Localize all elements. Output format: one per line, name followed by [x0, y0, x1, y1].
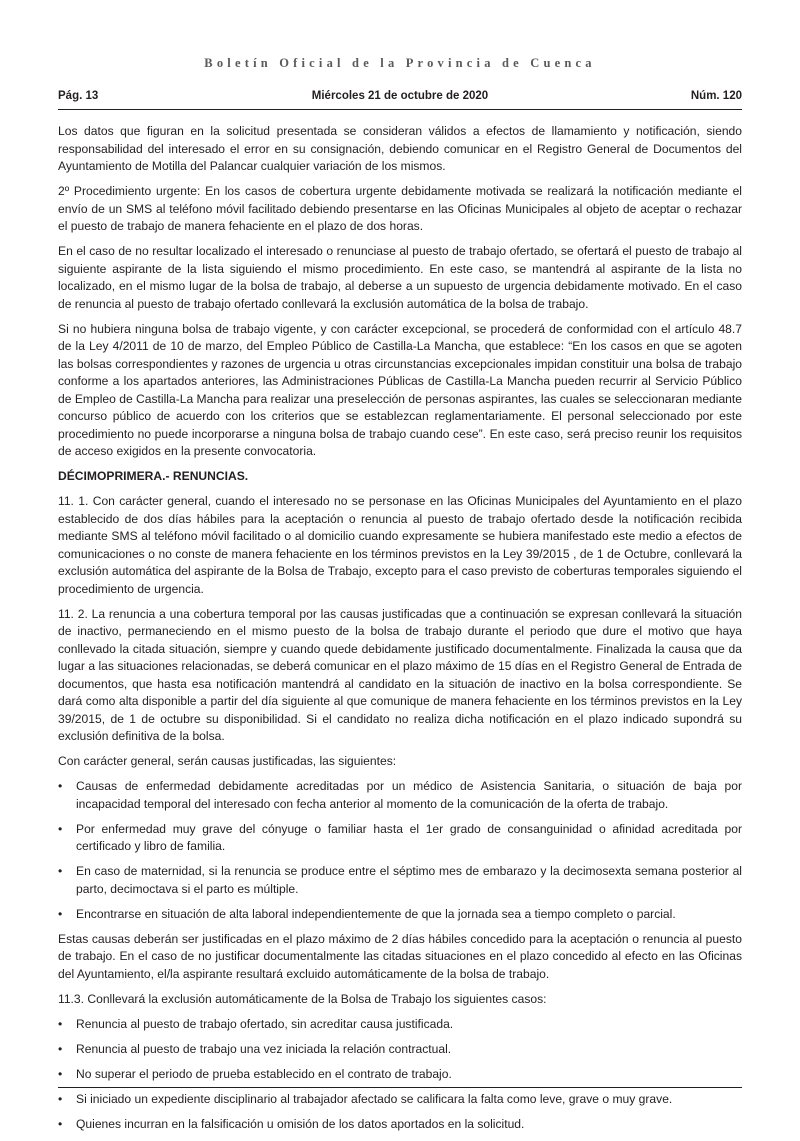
paragraph: 11. 2. La renuncia a una cobertura temporal por las causas justificadas que a continuación se expresan conllevará la situación de inactivo, permaneciendo en el mismo puesto de la bolsa de trabajo durante el periodo que dure el motivo que haya conllevado la citada situación, siempre y cuando quede debidamente justificado documentalmente. Finalizada la causa que da lugar a las situaciones relacionadas, se deberá comunicar en el plazo máximo de 15 días en el Registro General de Entrada de documentos, que hasta esa notificación mantendrá al candidato en la situación de inactivo en la bolsa correspondiente. Se dará como alta disponible a partir del día siguiente al que comunique de manera fehaciente en los términos previstos en la Ley 39/2015, de 1 de octubre su disponibilidad. Si el candidato no realiza dicha notificación en el plazo indicado supondrá su exclusión definitiva de la bolsa.: [58, 606, 742, 743]
page-number: Pág. 13: [58, 90, 99, 102]
issue-number: Núm. 120: [690, 90, 742, 102]
list-item: [58, 1091, 742, 1109]
document-body: [58, 123, 742, 1141]
list-item-text: Quienes incurran en la falsificación u omisión de los datos aportados en la solicitud.: [76, 1116, 525, 1131]
bullet-icon: •: [58, 1066, 63, 1081]
bullet-icon: •: [58, 779, 63, 793]
list-item-text: Causas de enfermedad debidamente acreditadas por un médico de Asistencia Sanitaria, o situación de baja por incapacidad temporal del interesado con fecha anterior al momento de la comunicación de la oferta de trabajo.: [76, 779, 742, 811]
list-item: [58, 863, 742, 898]
list-item-text: Renuncia al puesto de trabajo una vez iniciada la relación contractual.: [76, 1041, 452, 1056]
paragraph: 11.3. Conllevará la exclusión automáticamente de la Bolsa de Trabajo los siguientes casos:: [58, 991, 547, 1006]
bullet-icon: •: [58, 1091, 63, 1106]
paragraph: Con carácter general, serán causas justificadas, las siguientes:: [58, 754, 397, 768]
bullet-icon: •: [58, 1041, 63, 1056]
paragraph: Si no hubiera ninguna bolsa de trabajo vigente, y con carácter excepcional, se procederá de conformidad con el artículo 48.7 de la Ley 4/2011 de 10 de marzo, del Empleo Público de Castilla-La Mancha, que establece: “En los casos en que se agoten las bolsas correspondientes y razones de urgencia u otras circunstancias excepcionales impidan constituir una bolsa de trabajo conforme a los apartados anteriores, las Administraciones Públicas de Castilla-La Mancha pueden recurrir al Servicio Público de Empleo de Castilla-La Mancha para realizar una preselección de personas aspirantes, las cuales se seleccionaran mediante concurso público de acuerdo con los criterios que se establezcan reglamentariamente. El personal seleccionado por este procedimiento no puede incorporarse a ninguna bolsa de trabajo cuando cese”. En este caso, será preciso reunir los requisitos de acceso exigidos en la presente convocatoria.: [58, 321, 742, 458]
list-item: [58, 1066, 742, 1084]
paragraph: En el caso de no resultar localizado el interesado o renunciase al puesto de trabajo ofertado, se ofertará el puesto de trabajo al siguiente aspirante de la lista siguiendo el mismo procedimiento. En este caso, se mantendrá al aspirante de la lista no localizado, en el mismo lugar de la bolsa de trabajo, al deberse a un supuesto de urgencia debidamente motivado. En el caso de renuncia al puesto de trabajo ofertado conllevará la exclusión automática de la bolsa de trabajo.: [58, 244, 742, 311]
list-item: [58, 1016, 742, 1034]
exclusions-list: [58, 1016, 742, 1134]
bullet-icon: •: [58, 1016, 63, 1031]
list-item-text: En caso de maternidad, si la renuncia se produce entre el séptimo mes de embarazo y la decimosexta semana posterior al parto, decimoctava si el parto es múltiple.: [76, 864, 742, 896]
bullet-icon: •: [58, 864, 63, 878]
list-item: [58, 821, 742, 856]
publication-masthead: Boletín Oficial de la Provincia de Cuenca: [204, 56, 596, 70]
paragraph: 11. 1. Con carácter general, cuando el interesado no se personase en las Oficinas Municipales del Ayuntamiento en el plazo establecido de dos días hábiles para la aceptación o renuncia al puesto de trabajo ofertado desde la notificación recibida mediante SMS al teléfono móvil facilitado o al domicilio cuando expresamente se hubiera manifestado este medio a efectos de comunicaciones o no conste de manera fehaciente en los términos previstos en la Ley 39/2015 , de 1 de Octubre, conllevará la exclusión automática del aspirante de la Bolsa de Trabajo, excepto para el caso previsto de coberturas temporales siguiendo el procedimiento de urgencia.: [58, 494, 742, 596]
paragraph: 2º Procedimiento urgente: En los casos de cobertura urgente debidamente motivada se realizará la notificación mediante el envío de un SMS al teléfono móvil facilitado debiendo presentarse en las Oficinas Municipales al objeto de aceptar o rechazar el puesto de trabajo de manera fehaciente en el plazo de dos horas.: [58, 184, 742, 233]
list-item: [58, 778, 742, 813]
list-item-text: Por enfermedad muy grave del cónyuge o familiar hasta el 1er grado de consanguinidad o afinidad acreditada por certificado y libro de familia.: [76, 821, 742, 853]
list-item: [58, 1116, 742, 1134]
header-rule: [58, 109, 742, 110]
list-item: [58, 1041, 742, 1059]
causes-list: [58, 778, 742, 923]
list-item-text: No superar el periodo de prueba establecido en el contrato de trabajo.: [76, 1066, 452, 1081]
issue-date: Miércoles 21 de octubre de 2020: [311, 90, 489, 102]
bullet-icon: •: [58, 1116, 63, 1131]
footer-rule: [58, 1087, 742, 1088]
list-item-text: Si iniciado un expediente disciplinario al trabajador afectado se calificara la falta como leve, grave o muy grave.: [76, 1091, 673, 1106]
list-item-text: Renuncia al puesto de trabajo ofertado, sin acreditar causa justificada.: [76, 1016, 454, 1031]
paragraph: Estas causas deberán ser justificadas en el plazo máximo de 2 días hábiles concedido para la aceptación o renuncia al puesto de trabajo. En el caso de no justificar documentalmente las citadas situaciones en el plazo concedido al efecto en las Oficinas del Ayuntamiento, el/la aspirante resultará excluido automáticamente de la bolsa de trabajo.: [58, 931, 742, 981]
list-item-text: Encontrarse en situación de alta laboral independientemente de que la jornada sea a tiempo completo o parcial.: [76, 906, 676, 921]
bullet-icon: •: [58, 906, 63, 921]
paragraph: Los datos que figuran en la solicitud presentada se consideran válidos a efectos de llamamiento y notificación, siendo responsabilidad del interesado el error en su consignación, debiendo comunicar en el Registro General de Documentos del Ayuntamiento de Motilla del Palancar cualquier variación de los mismos.: [58, 124, 742, 173]
page-header: [58, 90, 742, 106]
list-item: [58, 906, 742, 924]
section-heading: DÉCIMOPRIMERA.- RENUNCIAS.: [58, 469, 249, 483]
bullet-icon: •: [58, 821, 63, 836]
